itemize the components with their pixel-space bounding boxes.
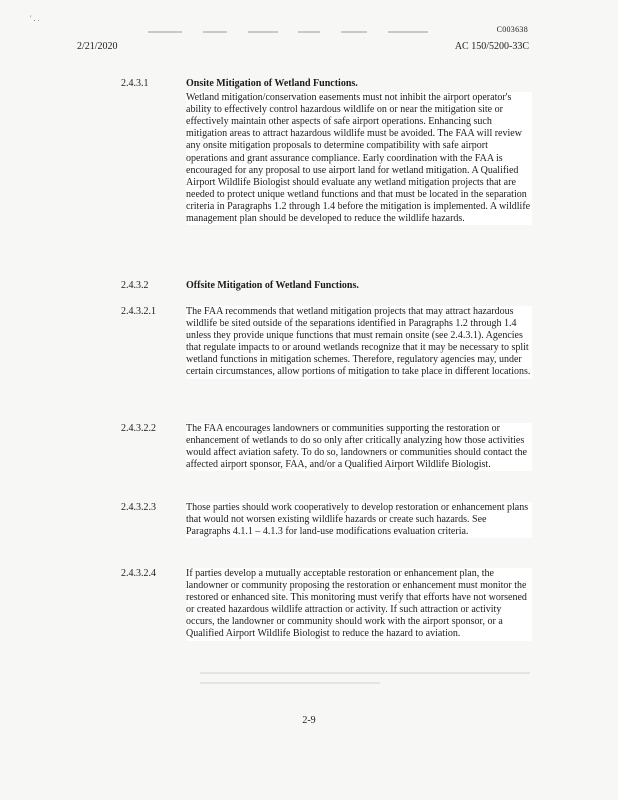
- section-heading: Onsite Mitigation of Wetland Functions.: [186, 78, 358, 89]
- faded-mark: [248, 31, 278, 33]
- faded-mark: [388, 31, 428, 33]
- section-text: Those parties should work cooperatively to develop restoration or enhancement plans that would not worsen existing wildlife hazards or create such hazards. See Paragraphs 4.1.1 – 4.1.3 for land-use modifications evaluation criteria.: [186, 502, 532, 538]
- bleed-through-line: [200, 682, 380, 684]
- section-number: 2.4.3.2: [121, 280, 149, 291]
- section-text: The FAA recommends that wetland mitigation projects that may attract hazardous wildlife be sited outside of the separations identified in Paragraphs 1.2 through 1.4 unless they provide unique functions that must remain onsite (see 2.4.3.1). Agencies that regulate impacts to or around wetlands recognize that it may be necessary to split wetland functions in mitigation schemes. Therefore, regulatory agencies may, under certain circumstances, allow portions of mitigation to take place in different locations.: [186, 306, 531, 378]
- page-number: 2-9: [302, 715, 316, 726]
- section-number: 2.4.3.2.4: [121, 568, 156, 579]
- faded-mark: [203, 31, 227, 33]
- section-number: 2.4.3.1: [121, 78, 149, 89]
- faded-mark: [298, 31, 320, 33]
- header-ac-number: AC 150/5200-33C: [454, 41, 529, 52]
- section-text: Wetland mitigation/conservation easements must not inhibit the airport operator's ability to effectively control hazardous wildlife on or near the mitigation site or effectively maintain other aspects of safe airport operations. Enhancing such mitigation areas to attract hazardous wildlife must be avoided. The FAA will review any onsite mitigation proposals to determine compatibility with safe airport operations and grant assurance compliance. Early coordination with the FAA is encouraged for any proposal to use airport land for wetland mitigation. A Qualified Airport Wildlife Biologist should evaluate any wetland mitigation projects that are needed to protect unique wetland functions and that must be located in the separation criteria in Paragraphs 1.2 through 1.4 before the mitigation is implemented. A wildlife management plan should be developed to reduce the wildlife hazards.: [186, 92, 531, 225]
- faded-mark: [341, 31, 367, 33]
- section-number: 2.4.3.2.3: [121, 502, 156, 513]
- header-date: 2/21/2020: [77, 41, 118, 52]
- bates-number: C003638: [496, 25, 528, 34]
- section-number: 2.4.3.2.2: [121, 423, 156, 434]
- section-text: If parties develop a mutually acceptable restoration or enhancement plan, the landowner or community proposing the restoration or enhancement must monitor the restored or enhanced site. This monitoring must verify that efforts have not worsened or created hazardous wildlife attraction or activity. If such attraction or activity occurs, the landowner or community should work with the airport sponsor, or a Qualified Airport Wildlife Biologist to reduce the hazard to aviation.: [186, 568, 532, 641]
- section-body: [186, 280, 532, 292]
- section-text: The FAA encourages landowners or communities supporting the restoration or enhancement of wetlands to do so only after critically analyzing how those activities would affect aviation safety. To do so, landowners or communities should contact the affected airport sponsor, FAA, and/or a Qualified Airport Wildlife Biologist.: [186, 423, 532, 471]
- section-number: 2.4.3.2.1: [121, 306, 156, 317]
- section-heading: Offsite Mitigation of Wetland Functions.: [186, 280, 359, 291]
- section-body: [186, 78, 532, 225]
- faded-header-marks: [148, 31, 428, 35]
- corner-marks: ' . .: [30, 14, 40, 23]
- bleed-through-line: [200, 672, 530, 674]
- faded-mark: [148, 31, 182, 33]
